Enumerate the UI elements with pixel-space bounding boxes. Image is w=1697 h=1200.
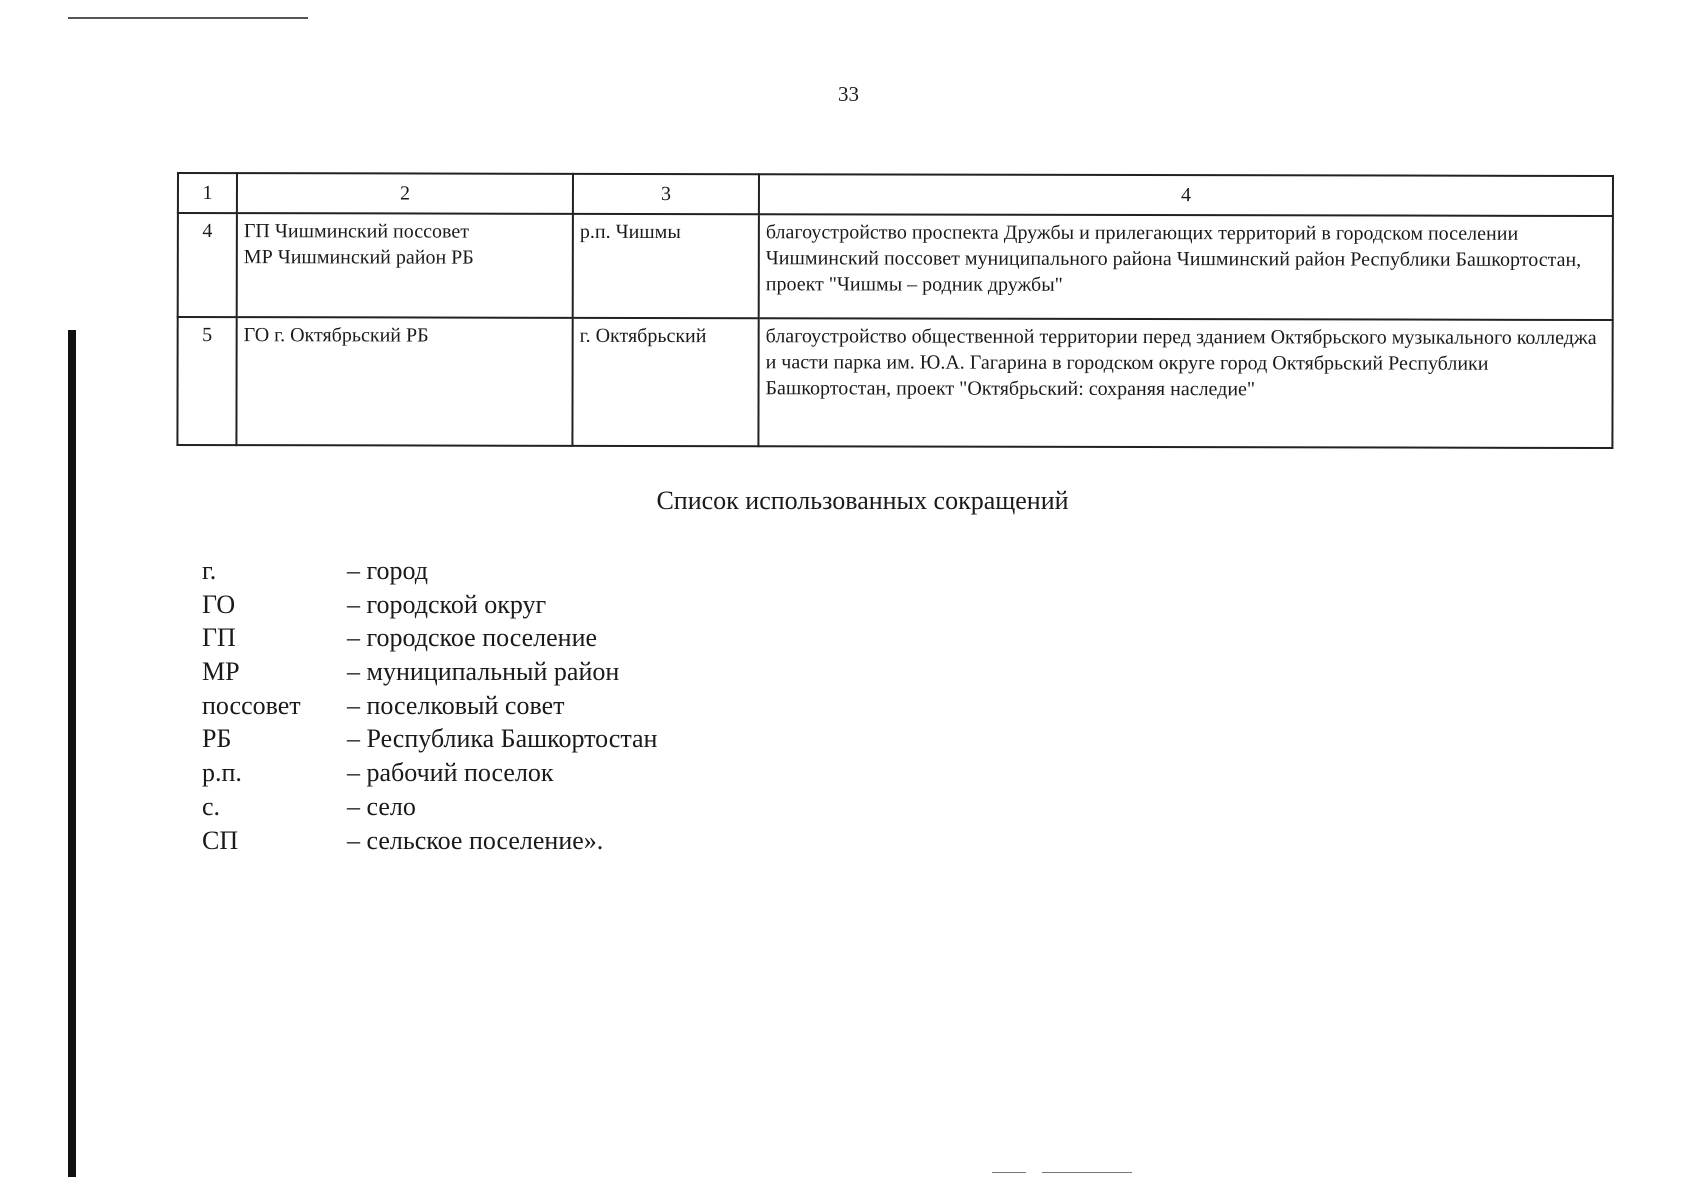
list-item [202, 556, 657, 590]
top-scan-rule [68, 17, 308, 19]
projects-table [176, 172, 1614, 449]
settlement-cell: г. Октябрьский [572, 318, 758, 446]
abbreviation-definition: – муниципальный район [347, 657, 620, 687]
left-scan-edge [68, 330, 76, 1177]
abbreviation-term: г. [202, 556, 217, 585]
header-cell: 1 [178, 173, 237, 213]
table-row [177, 317, 1612, 448]
abbreviation-definition: – городское поселение [347, 623, 598, 653]
project-cell: благоустройство общественной территории перед зданием Октябрьского музыкального колледжа и части парка им. Ю.А. Гагарина в городском округе город Октябрьский Республики Башкортостан, проект "Октябрьский: сохраняя наследие" [758, 318, 1612, 448]
header-cell: 2 [237, 173, 573, 214]
abbreviations-title: Список использованных сокращений [656, 486, 1069, 515]
abbreviation-term: ГП [202, 623, 236, 653]
municipal-entity-cell [236, 317, 572, 446]
abbreviation-definition: – городской округ [347, 589, 547, 619]
entity-line: МР Чишминский район РБ [243, 246, 474, 269]
settlement-cell: р.п. Чишмы [573, 214, 759, 318]
abbreviation-definition: – сельское поселение». [347, 825, 604, 855]
list-item [202, 792, 657, 826]
abbreviation-definition: – Республика Башкортостан [347, 724, 658, 754]
list-item [202, 691, 657, 725]
abbreviation-definition: – поселковый совет [347, 690, 565, 720]
project-cell: благоустройство проспекта Дружбы и прилегающих территорий в городском поселении Чишминский поссовет муниципального района Чишминский район Республики Башкортостан, проект "Чишмы – родник дружбы" [759, 214, 1613, 320]
list-item [202, 590, 657, 624]
list-item [202, 623, 657, 657]
bottom-scan-mark [1042, 1172, 1132, 1173]
page-number: 33 [838, 82, 859, 106]
header-cell: 4 [759, 174, 1613, 216]
abbreviation-term: с. [202, 791, 221, 821]
entity-line: ГП Чишминский поссовет [243, 220, 469, 243]
abbreviation-definition: – рабочий поселок [347, 758, 554, 788]
abbreviation-term: СП [202, 825, 239, 855]
abbreviation-definition: – город [347, 556, 428, 585]
entity-line: ГО г. Октябрьский РБ [243, 324, 429, 347]
list-item [202, 758, 657, 792]
row-number: 4 [178, 213, 237, 317]
abbreviation-term: МР [202, 657, 240, 687]
abbreviations-list [202, 556, 657, 859]
header-cell: 3 [573, 174, 759, 214]
list-item [202, 826, 657, 860]
list-item [202, 724, 657, 758]
abbreviation-definition: – село [347, 791, 416, 821]
abbreviation-term: поссовет [202, 690, 301, 720]
list-item [202, 657, 657, 691]
table-header-row [178, 173, 1613, 216]
abbreviation-term: ГО [202, 589, 236, 619]
bottom-scan-mark [992, 1172, 1026, 1173]
table-row [178, 213, 1613, 320]
municipal-entity-cell [237, 213, 573, 318]
abbreviation-term: РБ [202, 724, 232, 754]
abbreviation-term: р.п. [202, 758, 242, 788]
row-number: 5 [177, 317, 236, 445]
